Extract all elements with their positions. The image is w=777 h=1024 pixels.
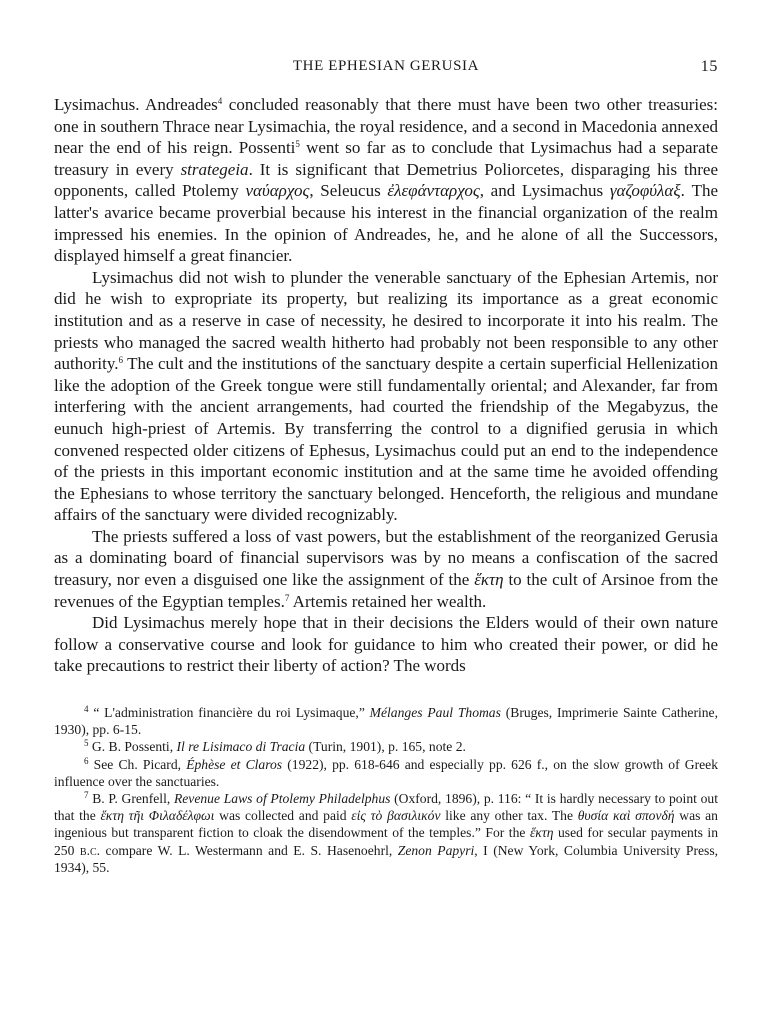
text-span: concluded reasonably that there must have been two other treasuries: one in southern Thrace near Lysimachia, the royal residence, and a second in Macedonia annexed near the end of his reign. Possenti bbox=[54, 95, 719, 158]
text-span: used for secular payments in 250 bbox=[54, 825, 718, 858]
running-head bbox=[54, 58, 718, 80]
greek-term: ἕκτη bbox=[474, 570, 504, 590]
greek-term: ναύαρχος bbox=[245, 181, 310, 201]
small-caps-era: b.c. bbox=[79, 842, 101, 858]
body-text bbox=[54, 94, 718, 677]
text-span: . The latter's avarice became proverbial because his interest in the financial organization of the realm impressed his enemies. In the opinion of Andreades, he, and he alone of all the Successors, displayed himself a great financier. bbox=[54, 181, 718, 266]
italic-title: Il re Lisimaco di Tracia bbox=[176, 739, 306, 755]
text-span: went so far as to conclude that Lysimachus had a separate treasury in every bbox=[54, 138, 718, 179]
footnote-ref-5[interactable]: 5 bbox=[295, 139, 300, 150]
footnote-mark: 7 bbox=[84, 790, 89, 801]
footnote-7 bbox=[54, 790, 718, 876]
text-span: The priests suffered a loss of vast powers, but the establishment of the reorganized Gerusia as a dominating board of financial supervisors was by no means a confiscation of the sacred treasury, nor even a disguised one like the assignment of the bbox=[54, 526, 718, 590]
paragraph-3 bbox=[54, 526, 718, 612]
text-span: was an ingenious but transparent fiction to cloak the disendowment of the temples.” For the bbox=[54, 808, 718, 841]
running-title: THE EPHESIAN GERUSIA bbox=[292, 58, 480, 74]
text-span: G. B. Possenti, bbox=[88, 739, 177, 755]
footnotes bbox=[54, 704, 718, 876]
footnote-mark: 6 bbox=[84, 755, 89, 766]
text-span: like any other tax. The bbox=[440, 808, 578, 824]
text-span: “ L'administration financière du roi Lysimaque,” bbox=[88, 705, 370, 721]
text-span: (Turin, 1901), p. 165, note 2. bbox=[305, 739, 466, 755]
greek-term: ἕκτη bbox=[529, 825, 554, 841]
italic-term: strategeia bbox=[180, 159, 249, 179]
footnote-ref-7[interactable]: 7 bbox=[284, 592, 290, 603]
footnote-5 bbox=[54, 738, 718, 755]
text-span: was collected and paid bbox=[214, 808, 352, 824]
text-span: , Seleucus bbox=[309, 181, 388, 201]
greek-term: ἐλεφάνταρχος bbox=[387, 181, 480, 201]
greek-term: γαζοφύλαξ bbox=[609, 181, 681, 201]
text-span: Lysimachus did not wish to plunder the venerable sanctuary of the Ephesian Artemis, nor did he wish to expropriate its property, but realizing its importance as a great economic institution and as a reserve in case of necessity, he desired to incorporate it into his realm. The priests who managed the sacred wealth hitherto had probably not been responsible to any other authority. bbox=[54, 267, 718, 374]
text-span: See Ch. Picard, bbox=[88, 756, 187, 772]
italic-title: Zenon Papyri bbox=[397, 842, 475, 858]
paragraph-1 bbox=[54, 94, 718, 267]
italic-title: Mélanges Paul Thomas bbox=[369, 705, 501, 721]
text-span: Did Lysimachus merely hope that in their decisions the Elders would of their own nature follow a conservative course and look for guidance to him who created their power, or did he take precautions to restrict their liberty of action? The words bbox=[54, 613, 718, 676]
paragraph-4 bbox=[54, 612, 718, 677]
footnote-ref-6[interactable]: 6 bbox=[118, 355, 124, 366]
italic-title: Revenue Laws of Ptolemy Philadelphus bbox=[173, 791, 391, 807]
footnote-ref-4[interactable]: 4 bbox=[217, 96, 223, 106]
footnote-4 bbox=[54, 704, 718, 738]
page bbox=[54, 58, 718, 876]
page-number: 15 bbox=[700, 58, 718, 75]
text-span: (Bruges, Imprimerie Sainte Catherine, 1930), pp. 6-15. bbox=[54, 705, 718, 738]
text-span: Lysimachus. Andreades bbox=[54, 95, 218, 114]
italic-title: Éphèse et Claros bbox=[186, 756, 283, 772]
text-span: , I (New York, Columbia University Press, 1934), 55. bbox=[54, 842, 719, 875]
text-span: , and Lysimachus bbox=[479, 181, 610, 201]
text-span: Artemis retained her wealth. bbox=[289, 591, 487, 611]
footnote-mark: 4 bbox=[84, 704, 89, 715]
greek-term: ἕκτη τῆι Φιλαδέλφωι bbox=[100, 808, 215, 824]
text-span: to the cult of Arsinoe from the revenues of the Egyptian temples. bbox=[54, 570, 718, 611]
text-span: B. P. Grenfell, bbox=[88, 791, 174, 807]
text-span: . It is significant that Demetrius Poliorcetes, disparaging his three opponents, called Ptolemy bbox=[54, 159, 718, 201]
text-span: The cult and the institutions of the sanctuary despite a certain superficial Hellenization like the adoption of the Greek tongue were still fundamentally oriental; and Alexander, far from interfering with the ancient arrangements, had courted the friendship of the Megabyzus, the eunuch high-priest of Artemis. By transferring the control to a dignified gerusia in which convened respected older citizens of Ephesus, Lysimachus could put an end to the independence of the priests in this important economic institution and at the same time he avoided offending the Ephesians to whose territory the sanctuary belonged. Henceforth, the religious and mundane affairs of the sanctuary were divided recognizably. bbox=[54, 354, 718, 525]
footnote-6 bbox=[54, 756, 718, 790]
text-span: compare W. L. Westermann and E. S. Hasenoehrl, bbox=[100, 842, 398, 858]
text-span: (Oxford, 1896), p. 116: “ It is hardly necessary to point out that the bbox=[54, 791, 718, 824]
text-span: (1922), pp. 618-646 and especially pp. 626 f., on the slow growth of Greek influence over the sanctuaries. bbox=[54, 756, 718, 789]
greek-term: θυσία καὶ σπονδή bbox=[577, 808, 675, 824]
footnote-mark: 5 bbox=[84, 738, 89, 749]
greek-term: εἰς τὸ βασιλικόν bbox=[351, 808, 441, 824]
paragraph-2 bbox=[54, 267, 718, 526]
